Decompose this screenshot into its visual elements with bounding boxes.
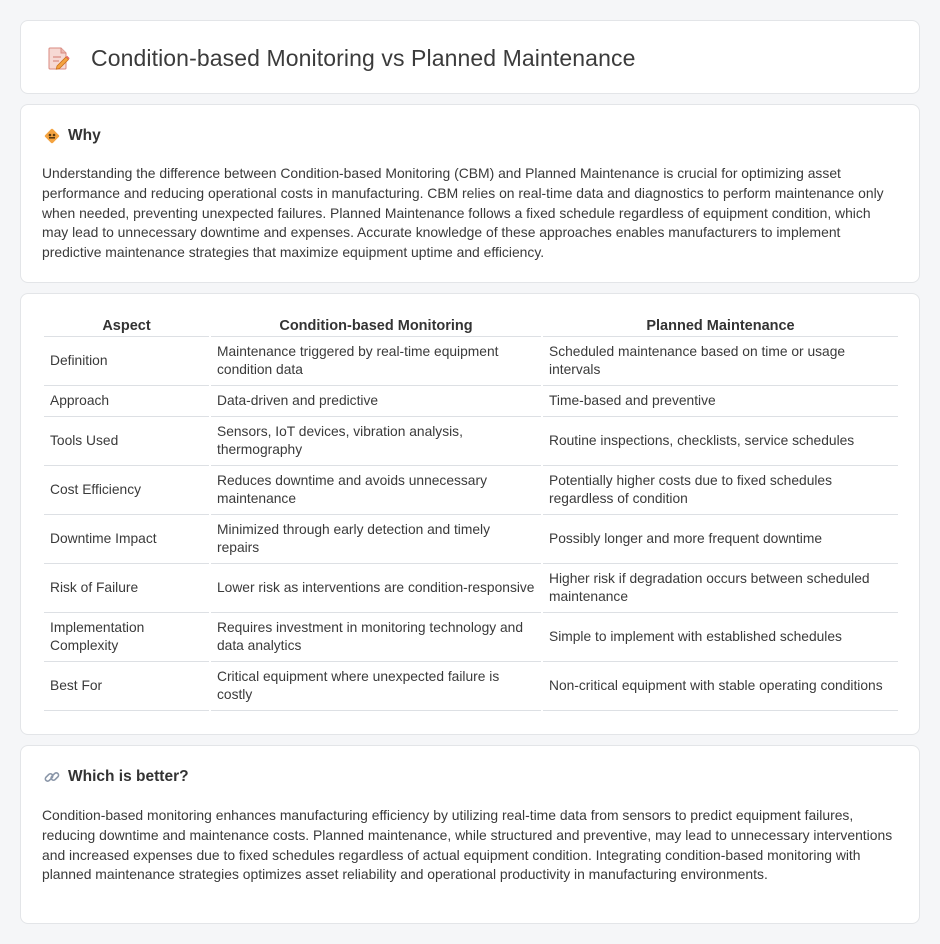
why-heading — [43, 127, 101, 145]
row-cbm: Minimized through early detection and timely repairs — [211, 515, 541, 564]
header-cbm: Condition-based Monitoring — [211, 315, 541, 337]
row-aspect: Tools Used — [44, 417, 209, 466]
table-row — [44, 564, 898, 613]
comparison-section — [20, 293, 920, 735]
row-aspect: Definition — [44, 337, 209, 386]
row-aspect: Risk of Failure — [44, 564, 209, 613]
better-section — [20, 745, 920, 924]
why-title: Why — [68, 127, 101, 144]
table-row — [44, 337, 898, 386]
title-card — [20, 20, 920, 94]
header-planned: Planned Maintenance — [543, 315, 898, 337]
row-planned: Simple to implement with established schedules — [543, 613, 898, 662]
table-row — [44, 662, 898, 711]
row-cbm: Maintenance triggered by real-time equipment condition data — [211, 337, 541, 386]
row-cbm: Data-driven and predictive — [211, 386, 541, 417]
better-title: Which is better? — [68, 768, 189, 785]
header-aspect: Aspect — [44, 315, 209, 337]
row-planned: Potentially higher costs due to fixed schedules regardless of condition — [543, 466, 898, 515]
why-text: Understanding the difference between Condition-based Monitoring (CBM) and Planned Maintenance is crucial for optimizing asset performance and reducing operational costs in manufacturing. CBM relies on real-time data and diagnostics to perform maintenance only when needed, preventing unexpected failures. Planned Maintenance follows a fixed schedule regardless of equipment condition, which may lead to unnecessary downtime and expenses. Accurate knowledge of these approaches enables manufacturers to implement predictive maintenance strategies that maximize equipment uptime and efficiency. — [42, 165, 884, 261]
row-planned: Non-critical equipment with stable operating conditions — [543, 662, 898, 711]
document-pencil-icon — [47, 44, 71, 72]
row-aspect: Best For — [44, 662, 209, 711]
comparison-table — [42, 315, 900, 711]
why-section — [20, 104, 920, 283]
row-planned: Time-based and preventive — [543, 386, 898, 417]
row-aspect: Approach — [44, 386, 209, 417]
row-cbm: Reduces downtime and avoids unnecessary maintenance — [211, 466, 541, 515]
row-cbm: Critical equipment where unexpected failure is costly — [211, 662, 541, 711]
table-row — [44, 386, 898, 417]
row-cbm: Sensors, IoT devices, vibration analysis, thermography — [211, 417, 541, 466]
diamond-sign-icon — [43, 127, 61, 145]
row-planned: Possibly longer and more frequent downtime — [543, 515, 898, 564]
table-row — [44, 613, 898, 662]
table-row — [44, 515, 898, 564]
row-aspect: Downtime Impact — [44, 515, 209, 564]
row-aspect: Implementation Complexity — [44, 613, 209, 662]
table-row — [44, 417, 898, 466]
row-planned: Higher risk if degradation occurs between scheduled maintenance — [543, 564, 898, 613]
better-heading — [43, 768, 189, 786]
table-row — [44, 466, 898, 515]
row-aspect: Cost Efficiency — [44, 466, 209, 515]
link-icon — [43, 768, 61, 786]
row-cbm: Requires investment in monitoring technology and data analytics — [211, 613, 541, 662]
table-header-row — [44, 315, 898, 337]
title-row — [47, 41, 635, 75]
row-planned: Routine inspections, checklists, service schedules — [543, 417, 898, 466]
row-cbm: Lower risk as interventions are condition-responsive — [211, 564, 541, 613]
row-planned: Scheduled maintenance based on time or usage intervals — [543, 337, 898, 386]
better-text: Condition-based monitoring enhances manufacturing efficiency by utilizing real-time data from sensors to predict equipment failures, reducing downtime and maintenance costs. Planned maintenance, while structured and preventive, may lead to unnecessary interventions and increased expenses due to fixed schedules regardless of actual equipment condition. Integrating condition-based monitoring with planned maintenance strategies optimizes asset reliability and operational productivity in manufacturing environments. — [42, 807, 893, 883]
page-title: Condition-based Monitoring vs Planned Maintenance — [91, 44, 636, 71]
